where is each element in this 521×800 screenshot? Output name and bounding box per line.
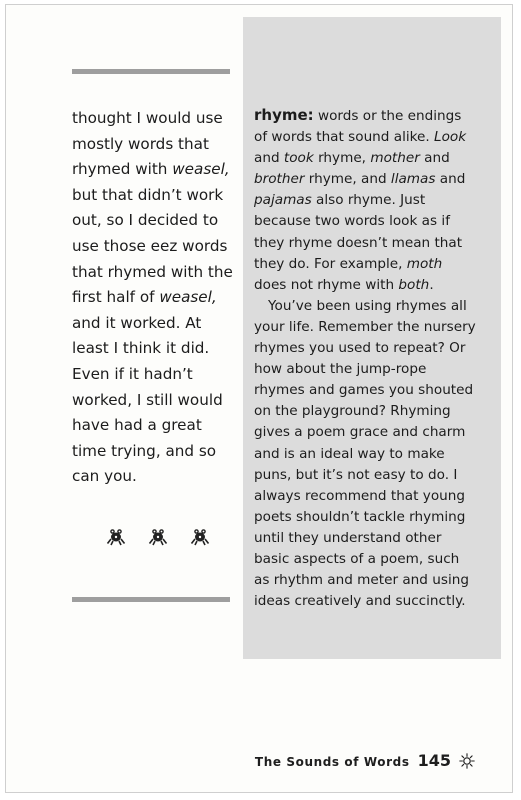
main-text-line: but that didn’t work — [72, 185, 224, 204]
main-text-line: that rhymed with the — [72, 262, 233, 281]
main-text-line: and it worked. At — [72, 313, 202, 332]
sidebar-paragraph-line: poets shouldn’t tackle rhyming — [254, 508, 466, 525]
frog-ornament-icon — [148, 526, 168, 546]
running-title: The Sounds of Words — [254, 755, 410, 769]
sidebar-paragraph-line: rhymes and games you shouted — [254, 382, 474, 399]
definition-line: does not rhyme with both. — [254, 276, 434, 293]
sidebar-paragraph-line: rhymes you used to repeat? Or — [254, 340, 466, 357]
main-text-line: can you. — [72, 467, 137, 486]
sidebar-paragraph-line: ideas creatively and succinctly. — [254, 593, 466, 610]
sidebar-paragraph-line: puns, but it’s not easy to do. I — [254, 466, 458, 483]
main-text-line: out, so I decided to — [72, 211, 219, 230]
definition-line: because two words look as if — [254, 213, 450, 230]
glossary-term: rhyme: — [254, 106, 314, 124]
main-text-line: least I think it did. — [72, 339, 210, 358]
frog-ornament-icon — [106, 526, 126, 546]
frog-ornament-icon — [190, 526, 210, 546]
definition-line: they do. For example, moth — [254, 255, 443, 272]
main-text-line: time trying, and so — [72, 441, 217, 460]
sidebar-paragraph-line: on the playground? Rhyming — [254, 403, 451, 420]
sidebar-paragraph-line: how about the jump-rope — [254, 361, 427, 378]
sidebar-paragraph-line: and is an ideal way to make — [254, 445, 445, 462]
sidebar-paragraph-line: You’ve been using rhymes all — [268, 297, 467, 314]
sidebar-paragraph-line: always recommend that young — [254, 487, 466, 504]
top-rule — [72, 69, 230, 74]
section-break-ornaments — [106, 526, 210, 546]
sidebar-paragraph-line: as rhythm and meter and using — [254, 572, 469, 589]
main-text-line: first half of weasel, — [72, 288, 217, 307]
definition-line: and took rhyme, mother and — [254, 150, 450, 167]
main-text-line: worked, I still would — [72, 390, 223, 409]
page-number: 145 — [417, 751, 451, 770]
sidebar-paragraph-line: basic aspects of a poem, such — [254, 550, 460, 567]
book-page — [5, 4, 513, 793]
definition-line: brother rhyme, and llamas and — [254, 171, 466, 188]
definition-line: of words that sound alike. Look — [254, 129, 467, 146]
main-text-line: thought I would use — [72, 109, 223, 127]
definition-line: they rhyme doesn’t mean that — [254, 234, 463, 251]
main-text-line: use those eez words — [72, 236, 228, 255]
bottom-rule — [72, 597, 230, 602]
sidebar-paragraph-line: your life. Remember the nursery — [254, 318, 476, 335]
main-text-line: Even if it hadn’t — [72, 364, 193, 383]
main-text-line: rhymed with weasel, — [72, 160, 230, 179]
main-text-line: have had a great — [72, 416, 202, 435]
page-footer — [255, 751, 475, 770]
main-text-line: mostly words that — [72, 134, 209, 153]
definition-line: pajamas also rhyme. Just — [254, 192, 426, 209]
main-column-text — [72, 106, 234, 490]
sidebar-definition-text — [254, 105, 494, 612]
sidebar-paragraph-line: gives a poem grace and charm — [254, 424, 466, 441]
sidebar-paragraph-line: until they understand other — [254, 529, 442, 546]
sun-icon — [459, 753, 475, 769]
definition-line: rhyme: words or the endings — [254, 106, 462, 124]
